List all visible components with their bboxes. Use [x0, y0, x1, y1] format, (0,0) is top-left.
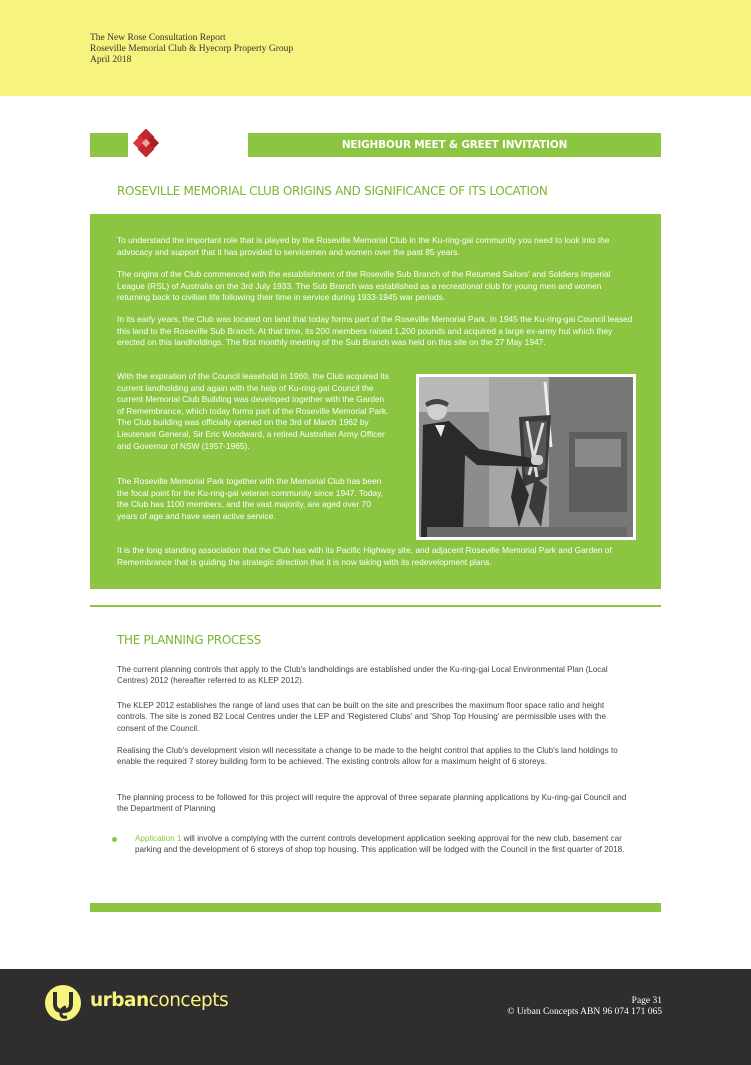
origins-paragraph-3: In its early years, the Club was located on land that today forms part of the Roseville Memorial Park. In 1945 the Ku-ring-gai Council leased this land to the Roseville Sub Branch. At that time, its 200 members raised 1,200 pounds and acquired a large ex-army hut which they erected on this landholdings. The first monthly meeting of the Sub Branch was held on this site on the 27 May 1947. — [117, 314, 633, 348]
brand-light: concepts — [148, 990, 229, 1011]
report-date: April 2018 — [90, 55, 132, 65]
report-meta — [90, 33, 293, 66]
origins-paragraph-5: The Roseville Memorial Park together with the Memorial Club has been the focal point for the Ku-ring-gai veteran community since 1947. Today, the Club has 1100 members, and the vast majority, are aged over 70 years of age and have seen active service. — [117, 476, 383, 521]
application-text: will involve a complying with the current controls development application seeking approval for the new club, basement car parking and the development of 6 storeys of shop top housing. This application will be lodged with the Council in the first quarter of 2018. — [135, 834, 625, 855]
bullet-dot-icon — [112, 837, 117, 842]
banner-title: NEIGHBOUR MEET & GREET INVITATION — [341, 139, 568, 151]
brand-wordmark — [90, 990, 228, 1011]
photo-image — [419, 377, 633, 537]
origins-paragraph-1: To understand the important role that is played by the Roseville Memorial Club in the Ku-ring-gai community you need to look into the advocacy and support that it has provided to servicemen and women over the past 85 years. — [117, 235, 610, 257]
planning-paragraph-1: The current planning controls that apply to the Club's landholdings are established under the Ku-ring-gai Local Environmental Plan (Local Centres) 2012 (hereafter referred to as KLEP 2012). — [117, 665, 608, 686]
urban-concepts-logo-icon — [44, 984, 82, 1022]
page-number: Page 31 — [631, 996, 662, 1006]
brand-bold: urban — [90, 990, 149, 1011]
rose-logo-icon — [132, 129, 160, 159]
application-label: Application 1 — [135, 834, 182, 843]
planning-heading: THE PLANNING PROCESS — [117, 633, 261, 647]
section-banner — [90, 133, 661, 157]
banner-left-bar — [90, 133, 128, 157]
planning-paragraph-2: The KLEP 2012 establishes the range of land uses that can be built on the site and prescribes the maximum floor space ratio and height controls. The site is zoned B2 Local Centres under the LEP and 'Registered Clubs' and 'Shop Top Housing' are permissible uses with the consent of the Council. — [117, 701, 606, 733]
page-info — [507, 996, 662, 1018]
section-divider — [90, 605, 661, 607]
origins-paragraph-6: It is the long standing association that the Club has with its Pacific Highway site, and adjacent Roseville Memorial Park and Garden of Remembrance that is guiding the strategic direction that it is now taking with its redevelopment plans. — [117, 545, 612, 567]
report-title: The New Rose Consultation Report — [90, 33, 226, 43]
origins-heading: ROSEVILLE MEMORIAL CLUB ORIGINS AND SIGNIFICANCE OF ITS LOCATION — [117, 184, 548, 198]
planning-paragraph-4: The planning process to be followed for this project will require the approval of three separate planning applications by Ku-ring-gai Council and the Department of Planning — [117, 793, 627, 814]
historic-photo — [416, 374, 636, 540]
copyright: © Urban Concepts ABN 96 074 171 065 — [507, 1007, 662, 1017]
bottom-rule — [90, 903, 661, 912]
origins-paragraph-4: With the expiration of the Council leasehold in 1960, the Club acquired its current landholding and again with the help of Ku-ring-gai Council the current Memorial Club Building was developed together with the Garden of Remembrance, which today forms part of the Roseville Memorial Park. The Club building was officially opened on the 3rd of March 1962 by Lieutenant General, Sir Eric Woodward, a retired Australian Army Officer and Governor of NSW (1957-1965). — [117, 371, 389, 451]
report-subtitle: Roseville Memorial Club & Hyecorp Property Group — [90, 44, 294, 54]
origins-paragraph-2: The origins of the Club commenced with the establishment of the Roseville Sub Branch of the Returned Sailors' and Soldiers Imperial League (RSL) of Australia on the 3rd July 1933. The Sub Branch was established as a recreational club for young men and women returning back to civilian life following their time in service during 1933-1945 war periods. — [117, 269, 611, 303]
planning-paragraph-3: Realising the Club's development vision will necessitate a change to be made to the height control that applies to the Club's land holdings to enable the required 7 storey building form to be achieved. The existing controls allow for a maximum height of 6 storeys. — [117, 746, 618, 767]
application-bullet — [135, 833, 635, 856]
